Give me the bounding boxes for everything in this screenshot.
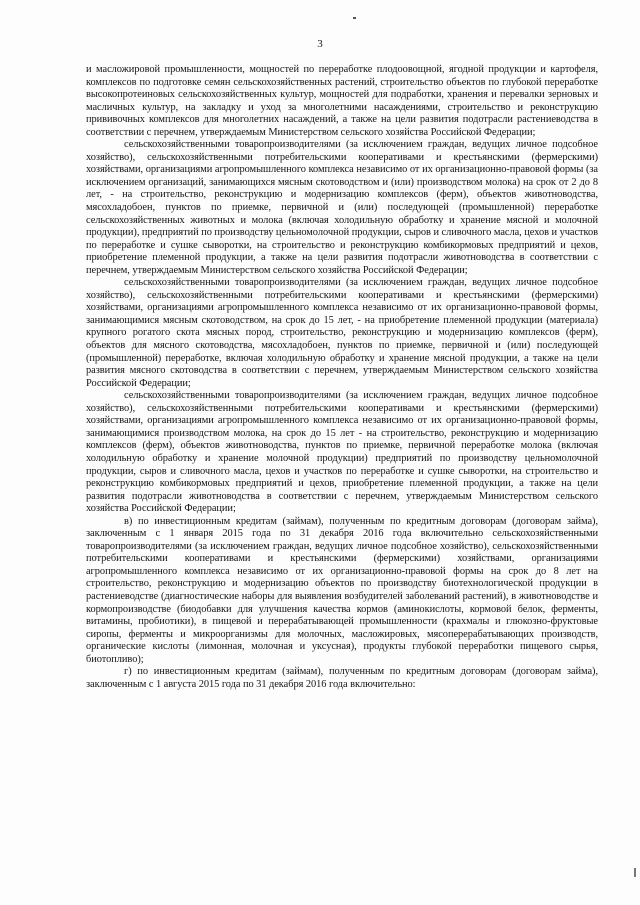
document-body (86, 64, 598, 691)
paragraph-item-g: г) по инвестиционным кредитам (займам), полученным по кредитным договорам (договорам займа), заключенным с 1 августа 2015 года по 31 декабря 2016 года включительно: (86, 666, 598, 690)
paragraph-general-livestock: сельскохозяйственными товаропроизводителями (за исключением граждан, ведущих личное подсобное хозяйство), сельскохозяйственными потребительскими кооперативами и крестьянскими (фермерскими) хозяйствами, организациями агропромышленного комплекса независимо от их организационно-правовой формы (за исключением организаций, занимающихся мясным скотоводством и (или) производством молока) на срок от 2 до 8 лет, - на строительство, реконструкцию и модернизацию комплексов (ферм), объектов животноводства, мясохладобоен, пунктов по приемке, первичной и (или) последующей (промышленной) переработке сельскохозяйственных животных и молока (включая холодильную обработку и хранение мясной и молочной продукции), предприятий по производству цельномолочной продукции, сыров и сливочного масла, цехов и участков по переработке и сушке сыворотки, на строительство и реконструкцию комбикормовых предприятий и цехов, приобретение племенной продукции, а также на цели развития подотрасли животноводства в соответствии с перечнем, утверждаемым Министерством сельского хозяйства Российской Федерации; (86, 139, 598, 276)
paragraph-beef-cattle: сельскохозяйственными товаропроизводителями (за исключением граждан, ведущих личное подсобное хозяйство), сельскохозяйственными потребительскими кооперативами и крестьянскими (фермерскими) хозяйствами, организациями агропромышленного комплекса независимо от их организационно-правовой формы, занимающимися мясным скотоводством, на срок до 15 лет, - на приобретение племенной продукции (материала) крупного рогатого скота мясных пород, строительство, реконструкцию и модернизацию комплексов (ферм), объектов для мясного скотоводства, мясохладобоен, пунктов по приемке, первичной и (или) последующей (промышленной) переработке, включая холодильную обработку и хранение мясной продукции, а также на цели развития мясного скотоводства в соответствии с перечнем, утверждаемым Министерством сельского хозяйства Российской Федерации; (86, 277, 598, 389)
page-number: 3 (317, 38, 323, 50)
edge-artifact (634, 868, 636, 877)
scan-artifact (353, 17, 356, 19)
paragraph-dairy: сельскохозяйственными товаропроизводителями (за исключением граждан, ведущих личное подсобное хозяйство), сельскохозяйственными потребительскими кооперативами и крестьянскими (фермерскими) хозяйствами, организациями агропромышленного комплекса независимо от их организационно-правовой формы, занимающимися производством молока, на срок до 15 лет - на строительство, реконструкцию и модернизацию комплексов (ферм), объектов животноводства, пунктов по приемке, первичной переработке молока (включая холодильную обработку и хранение молочной продукции) предприятий по производству цельномолочной продукции, сыров и сливочного масла, цехов и участков по переработке и сушке сыворотки, на строительство и реконструкцию комбикормовых предприятий и цехов, приобретение племенной продукции, а также на цели развития подотрасли животноводства в соответствии с перечнем, утверждаемым Министерством сельского хозяйства Российской Федерации; (86, 390, 598, 515)
paragraph-item-v-biotech: в) по инвестиционным кредитам (займам), полученным по кредитным договорам (договорам займа), заключенным с 1 января 2015 года по 31 декабря 2016 года включительно сельскохозяйственными товаропроизводителями (за исключением граждан, ведущих личное подсобное хозяйство), сельскохозяйственными потребительскими кооперативами и крестьянскими (фермерскими) хозяйствами, организациями агропромышленного комплекса независимо от их организационно-правовой формы на срок до 8 лет на строительство, реконструкцию и модернизацию объектов по производству биотехнологической продукции в растениеводстве (диагностические наборы для выявления возбудителей заболеваний растений), в животноводстве и кормопроизводстве (биодобавки для улучшения качества кормов (аминокислоты, кормовой белок, ферменты, витамины, пробиотики), в пищевой и перерабатывающей промышленности (крахмалы и глюкозно-фруктовые сиропы, ферменты и микроорганизмы для молочных, масложировых, мясоперерабатывающих производств, органические кислоты (лимонная, молочная и уксусная), продукты глубокой переработки пищевого сырья, биотопливо); (86, 515, 598, 665)
paragraph-continuation: и масложировой промышленности, мощностей по переработке плодоовощной, ягодной продукции и картофеля, комплексов по подготовке семян сельскохозяйственных растений, строительство объектов по глубокой переработке высокопротеиновых сельскохозяйственных культур, мощностей для подработки, хранения и перевалки зерновых и масличных культур, на закладку и уход за многолетними насаждениями, строительство и реконструкцию прививочных комплексов для многолетних насаждений, а также на цели развития подотрасли растениеводства в соответствии с перечнем, утверждаемым Министерством сельского хозяйства Российской Федерации; (86, 64, 598, 138)
